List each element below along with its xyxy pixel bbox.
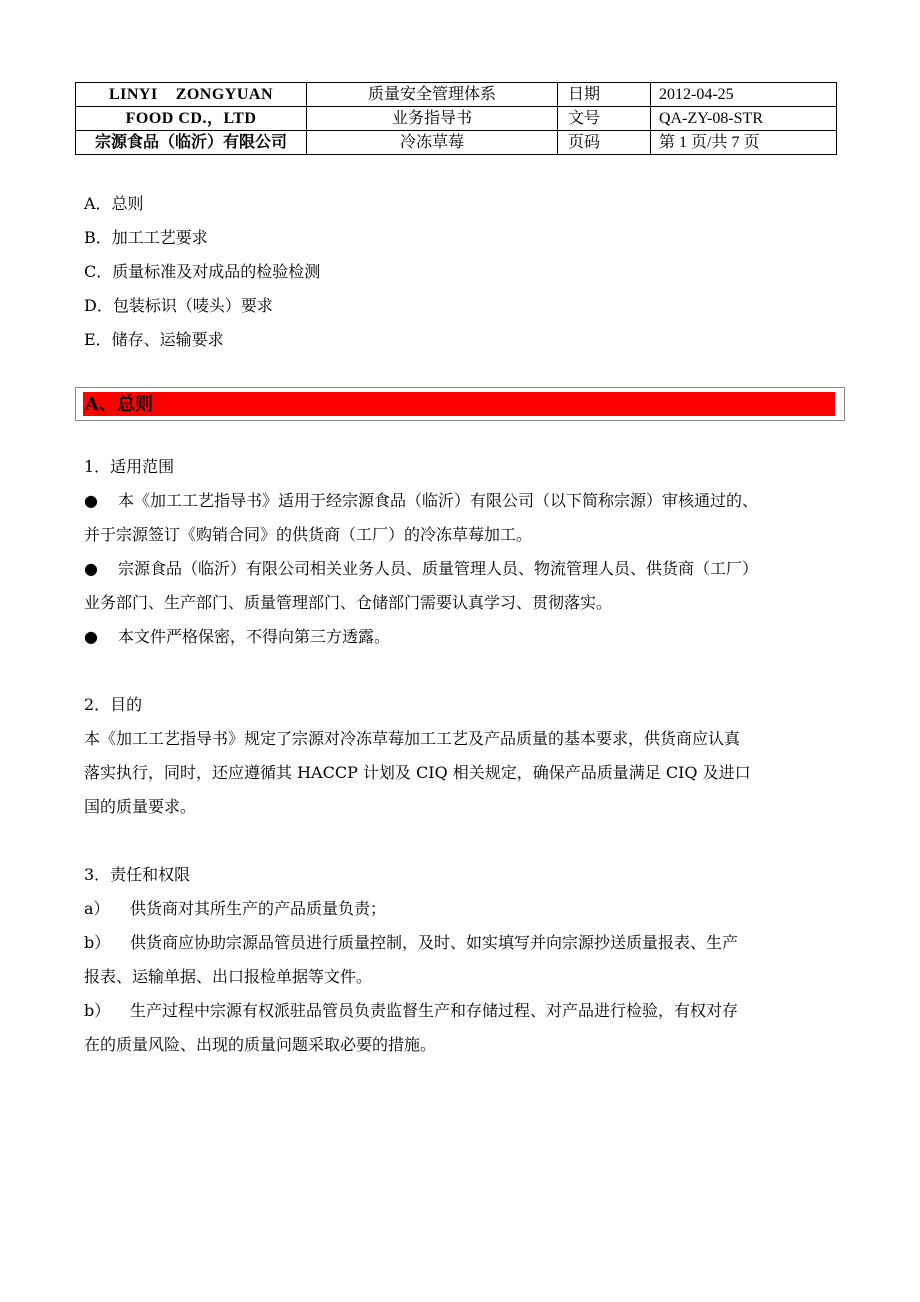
section-1-scope	[84, 450, 844, 654]
system-name: 质量安全管理体系	[307, 83, 558, 107]
list-item: a） 供货商对其所生产的产品质量负责；	[84, 899, 387, 918]
page-label: 页码	[558, 131, 651, 155]
bullet-icon: ●	[84, 559, 98, 578]
bullet-paragraph: ● 本文件严格保密，不得向第三方透露。	[84, 620, 844, 654]
section-2-heading: 2．目的	[84, 695, 143, 714]
paragraph-line: 并于宗源签订《购销合同》的供货商（工厂）的冷冻草莓加工。	[84, 525, 533, 544]
date-value: 2012-04-25	[651, 83, 837, 107]
docno-label: 文号	[558, 107, 651, 131]
section-3-heading: 3．责任和权限	[84, 865, 191, 884]
bullet-paragraph: ● 宗源食品（临沂）有限公司相关业务人员、质量管理人员、物流管理人员、供货商（工厂）	[84, 552, 844, 586]
bullet-icon: ●	[84, 627, 98, 646]
date-label: 日期	[558, 83, 651, 107]
company-name-en-line1: LINYI ZONGYUAN	[76, 83, 307, 107]
paragraph-line: 落实执行，同时，还应遵循其 HACCP 计划及 CIQ 相关规定，确保产品质量满足 CIQ 及进口	[84, 763, 751, 782]
company-name-cn: 宗源食品（临沂）有限公司	[76, 131, 307, 155]
toc-item: A．总则	[84, 194, 144, 213]
section-a-title: A、总则	[85, 394, 153, 415]
paragraph-line: 在的质量风险、出现的质量问题采取必要的措施。	[84, 1035, 437, 1054]
company-name-en-line2: FOOD CD.，LTD	[76, 107, 307, 131]
table-of-contents	[84, 192, 320, 362]
page-value: 第 1 页/共 7 页	[651, 131, 837, 155]
list-item: b） 供货商应协助宗源品管员进行质量控制，及时、如实填写并向宗源抄送质量报表、生产	[84, 933, 739, 952]
toc-item: B．加工工艺要求	[84, 228, 208, 247]
section-2-purpose	[84, 688, 844, 824]
toc-item: D．包装标识（唛头）要求	[84, 296, 273, 315]
bullet-paragraph: ● 本《加工工艺指导书》适用于经宗源食品（临沂）有限公司（以下简称宗源）审核通过的、	[84, 484, 844, 518]
section-highlight	[83, 392, 835, 416]
paragraph-line: 国的质量要求。	[84, 797, 197, 816]
docno-value: QA-ZY-08-STR	[651, 107, 837, 131]
toc-item: E．储存、运输要求	[84, 330, 224, 349]
section-3-responsibility	[84, 858, 844, 1062]
toc-item: C．质量标准及对成品的检验检测	[84, 262, 321, 281]
product-name: 冷冻草莓	[307, 131, 558, 155]
paragraph-line: 业务部门、生产部门、质量管理部门、仓储部门需要认真学习、贯彻落实。	[84, 593, 613, 612]
section-a-heading-bar	[75, 387, 845, 421]
paragraph-line: 本《加工工艺指导书》规定了宗源对冷冻草莓加工工艺及产品质量的基本要求，供货商应认真	[84, 729, 741, 748]
list-item: b） 生产过程中宗源有权派驻品管员负责监督生产和存储过程、对产品进行检验，有权对存	[84, 1001, 739, 1020]
paragraph-line: 报表、运输单据、出口报检单据等文件。	[84, 967, 373, 986]
bullet-icon: ●	[84, 491, 98, 510]
document-type: 业务指导书	[307, 107, 558, 131]
document-header-table	[75, 82, 837, 155]
section-1-heading: 1．适用范围	[84, 457, 175, 476]
